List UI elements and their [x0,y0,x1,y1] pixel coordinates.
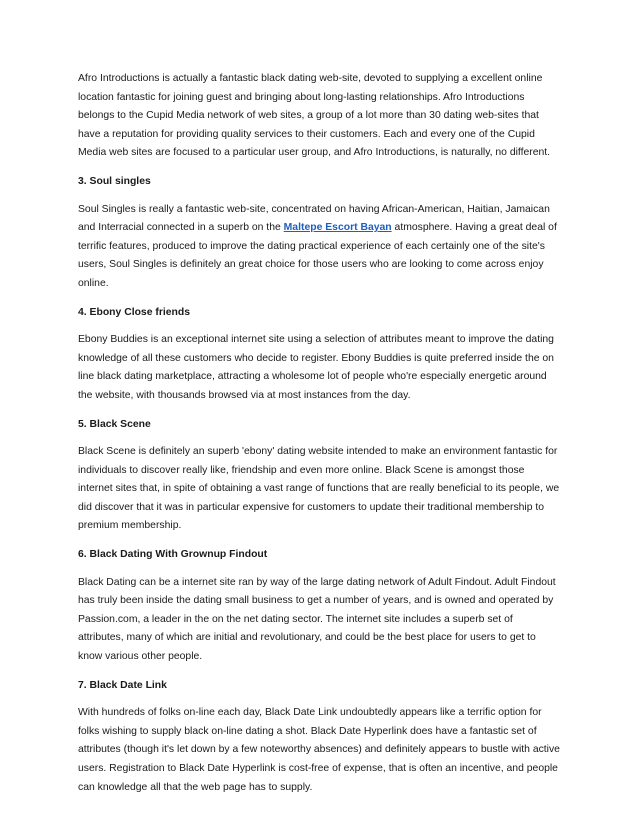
section-heading-ebony-close-friends: 4. Ebony Close friends [78,306,191,318]
section-heading-black-date-link: 7. Black Date Link [78,679,167,691]
black-dating-paragraph: Black Dating can be a internet site ran by way of the large dating network of Adult Findout. Adult Findout has truly been inside the dating small business to get a number of years, and is owned and operated by Passion.com, a leader in the on the net dating sector. The internet site includes a superb set of attributes, many of which are initial and revolutionary, and could be the best place for users to get to know various other people. [78,576,556,663]
black-date-link-paragraph: With hundreds of folks on-line each day, Black Date Link undoubtedly appears like a terrific option for folks wishing to supply black on-line dating a shot. Black Date Hyperlink does have a fantastic set of attributes (though it's let down by a few noteworthy absences) and definitely appears to bustle with active users. Registration to Black Date Hyperlink is cost-free of expense, that is often an incentive, and people can knowledge all that the web page has to supply. [78,707,560,793]
black-scene-paragraph: Black Scene is definitely an superb 'ebony' dating website intended to make an environment fantastic for individuals to discover really like, friendship and even more online. Black Scene is amongst those internet sites that, in spite of obtaining a vast range of functions that are really beneficial to its people, we did discover that it was in particular expensive for customers to update their traditional membership to premium membership. [78,446,560,532]
soul-singles-text-before: Soul Singles is really a fantastic web-site, concentrated on having African-American, Haitian, Jamaican and Interracial connected in a superb on the [78,203,550,234]
ebony-close-friends-paragraph: Ebony Buddies is an exceptional internet site using a selection of attributes meant to improve the dating knowledge of all these customers who decide to register. Ebony Buddies is quite preferred inside the on line black dating marketplace, attracting a wholesome lot of people who're especially energetic around the website, with thousands browsed via at most instances from the day. [78,334,554,401]
maltepe-escort-link[interactable]: Maltepe Escort Bayan [283,222,392,234]
section-heading-black-scene: 5. Black Scene [78,418,151,430]
section-heading-soul-singles: 3. Soul singles [78,175,151,187]
soul-singles-text-after: atmosphere. Having a great deal of terrific features, produced to improve the dating practical experience of each certainly one of the site's users, Soul Singles is definitely an great choice for those users who are looking to come across enjoy online. [78,222,557,289]
soul-singles-paragraph [78,201,560,294]
intro-paragraph: Afro Introductions is actually a fantastic black dating web-site, devoted to supplying a excellent online location fantastic for joining guest and bringing about long-lasting relationships. Afro Introductions belongs to the Cupid Media network of web sites, a group of a lot more than 30 dating web-sites that have a reputation for providing quality services to their customers. Each and every one of the Cupid Media web sites are focused to a particular user group, and Afro Introductions, is naturally, no different. [78,73,551,159]
section-heading-black-dating-grownup-findout: 6. Black Dating With Grownup Findout [78,549,268,561]
